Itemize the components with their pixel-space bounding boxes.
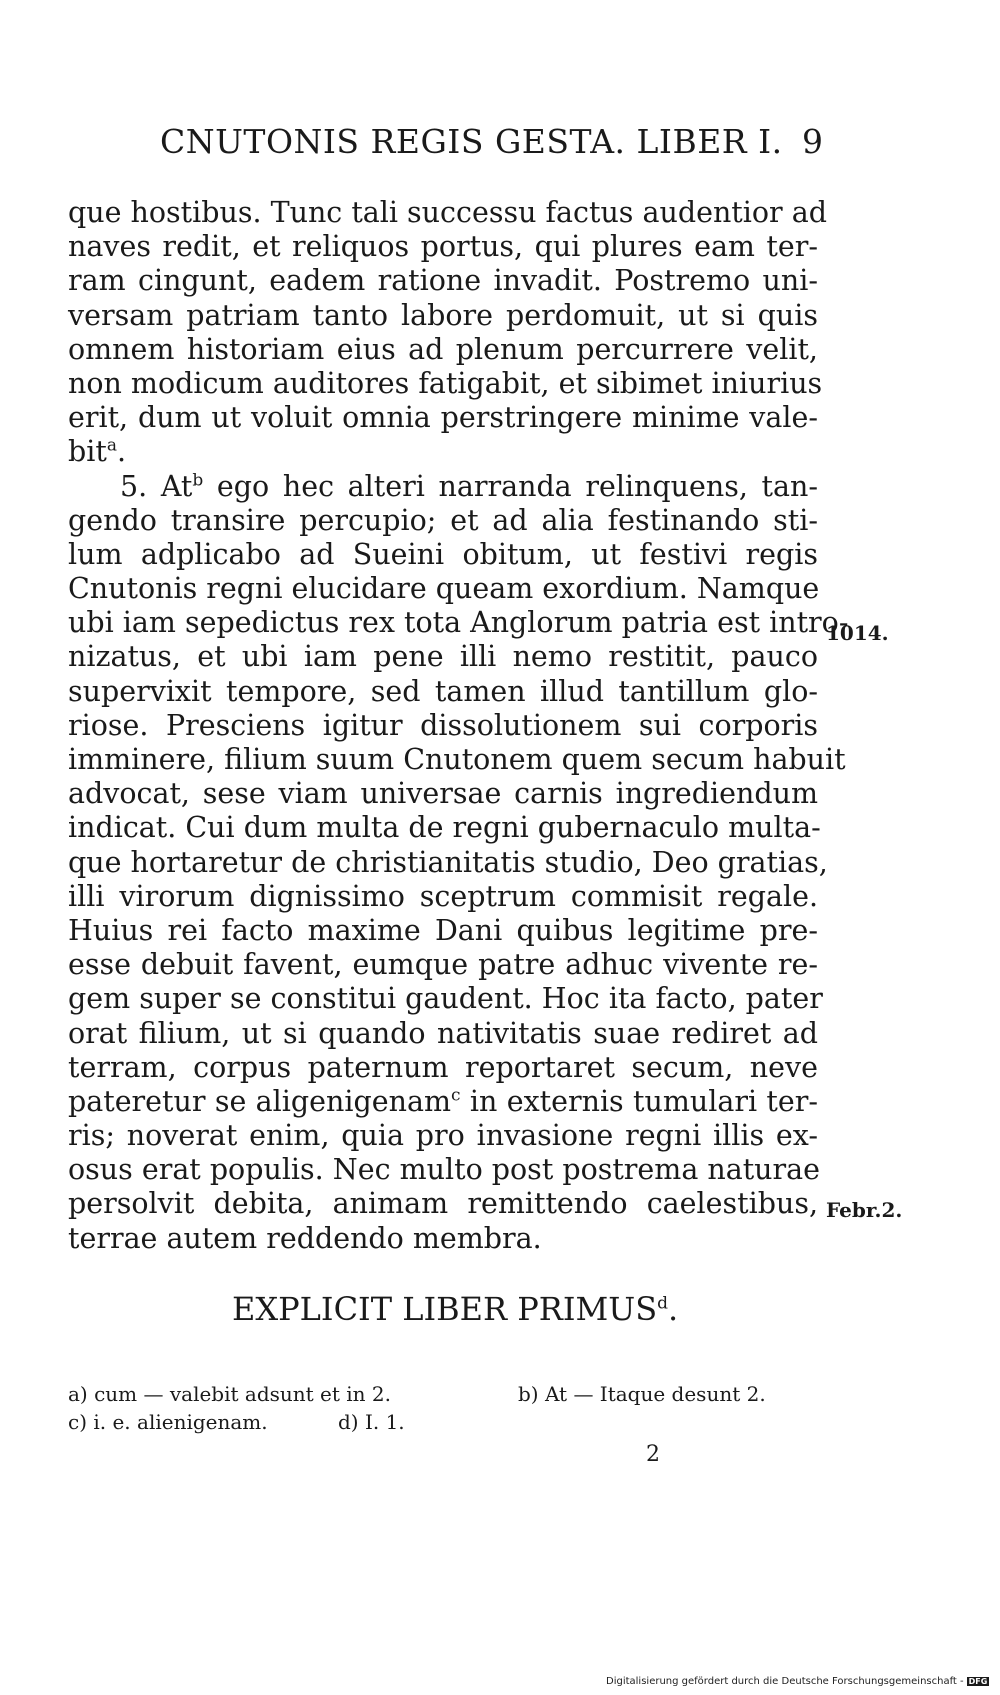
footnote-b: b) At — Itaque desunt 2. [518,1382,766,1406]
footnote-mark: b [192,470,204,490]
text-line: riose. Presciens igitur dissolutionem sui corporis [68,708,818,742]
page-number: 9 [802,122,823,161]
text-line: terram, corpus paternum reportaret secum, neve [68,1050,818,1084]
text-line: omnem historiam eius ad plenum percurrere velit, [68,332,818,366]
line-text: bit [68,435,107,469]
running-head: CNUTONIS REGIS GESTA. LIBER I. [160,122,783,161]
text-line [68,470,818,504]
line-text: ego hec alteri narranda relinquens, tan- [203,469,818,503]
footnote-mark: d [657,1293,669,1314]
text-line: erit, dum ut voluit omnia perstringere minime vale- [68,401,818,435]
footnotes [68,1380,828,1436]
text-line: persolvit debita, animam remittendo caelestibus, [68,1187,818,1221]
footnote-row [68,1380,828,1408]
text-line: versam patriam tanto labore perdomuit, ut si quis [68,298,818,332]
text-line: esse debuit favent, eumque patre adhuc vivente re- [68,948,818,982]
credit-text: Digitalisierung gefördert durch die Deutsche Forschungsgemeinschaft - [606,1676,964,1687]
footnote-mark: c [450,1085,461,1106]
margin-date: Febr.2. [826,1198,903,1222]
explicit-tail: . [668,1290,679,1328]
text-line: indicat. Cui dum multa de regni gubernaculo multa- [68,811,821,845]
text-line: terrae autem reddendo membra. [68,1221,542,1255]
line-text: 5. At [120,469,193,503]
text-line: nizatus, et ubi iam pene illi nemo restitit, pauco [68,640,818,674]
dfg-logo: DFG [968,1677,988,1686]
text-line: ris; noverat enim, quia pro invasione regni illis ex- [68,1119,818,1153]
text-line: osus erat populis. Nec multo post postrema naturae [68,1153,821,1187]
line-text: . [116,435,127,469]
text-line [68,1085,818,1119]
text-line: ram cingunt, eadem ratione invadit. Postremo uni- [68,264,818,298]
text-line: illi virorum dignissimo sceptrum commisit regale. [68,879,818,913]
text-line: naves redit, et reliquos portus, qui plures eam ter- [68,230,818,264]
margin-year: 1014. [826,621,889,645]
explicit-heading [232,1290,678,1328]
line-text: pateretur se aligenigenam [68,1084,451,1118]
text-line: ubi iam sepedictus rex tota Anglorum patria est intro- [68,606,849,640]
footnote-mark: a [106,435,117,456]
digitization-credit [606,1676,989,1687]
main-text [68,196,849,1256]
text-line: imminere, filium suum Cnutonem quem secum habuit [68,743,846,776]
text-line: non modicum auditores fatigabit, et sibimet iniurius [68,366,823,400]
text-line [68,435,818,469]
text-line: que hortaretur de christianitatis studio, Deo gratias, [68,845,828,879]
text-line: lum adplicabo ad Sueini obitum, ut festivi regis [68,537,818,571]
text-line: gem super se constitui gaudent. Hoc ita facto, pater [68,982,823,1016]
footnote-row [68,1408,828,1436]
signature-mark: 2 [646,1442,660,1467]
text-line: supervixit tempore, sed tamen illud tantillum glo- [68,674,818,708]
text-line: advocat, sese viam universae carnis ingrediendum [68,777,818,811]
footnote-d: d) I. 1. [338,1410,405,1434]
text-line: orat filium, ut si quando nativitatis suae rediret ad [68,1016,818,1050]
text-line: Cnutonis regni elucidare queam exordium. Namque [68,572,820,606]
explicit-text: EXPLICIT LIBER PRIMUS [232,1290,658,1328]
line-text: in externis tumulari ter- [460,1084,819,1118]
text-line: gendo transire percupio; et ad alia festinando sti- [68,503,818,537]
footnote-c: c) i. e. alienigenam. [68,1410,268,1434]
text-line: que hostibus. Tunc tali successu factus audentior ad [68,196,827,229]
footnote-a: a) cum — valebit adsunt et in 2. [68,1382,391,1406]
text-line: Huius rei facto maxime Dani quibus legitime pre- [68,913,818,947]
